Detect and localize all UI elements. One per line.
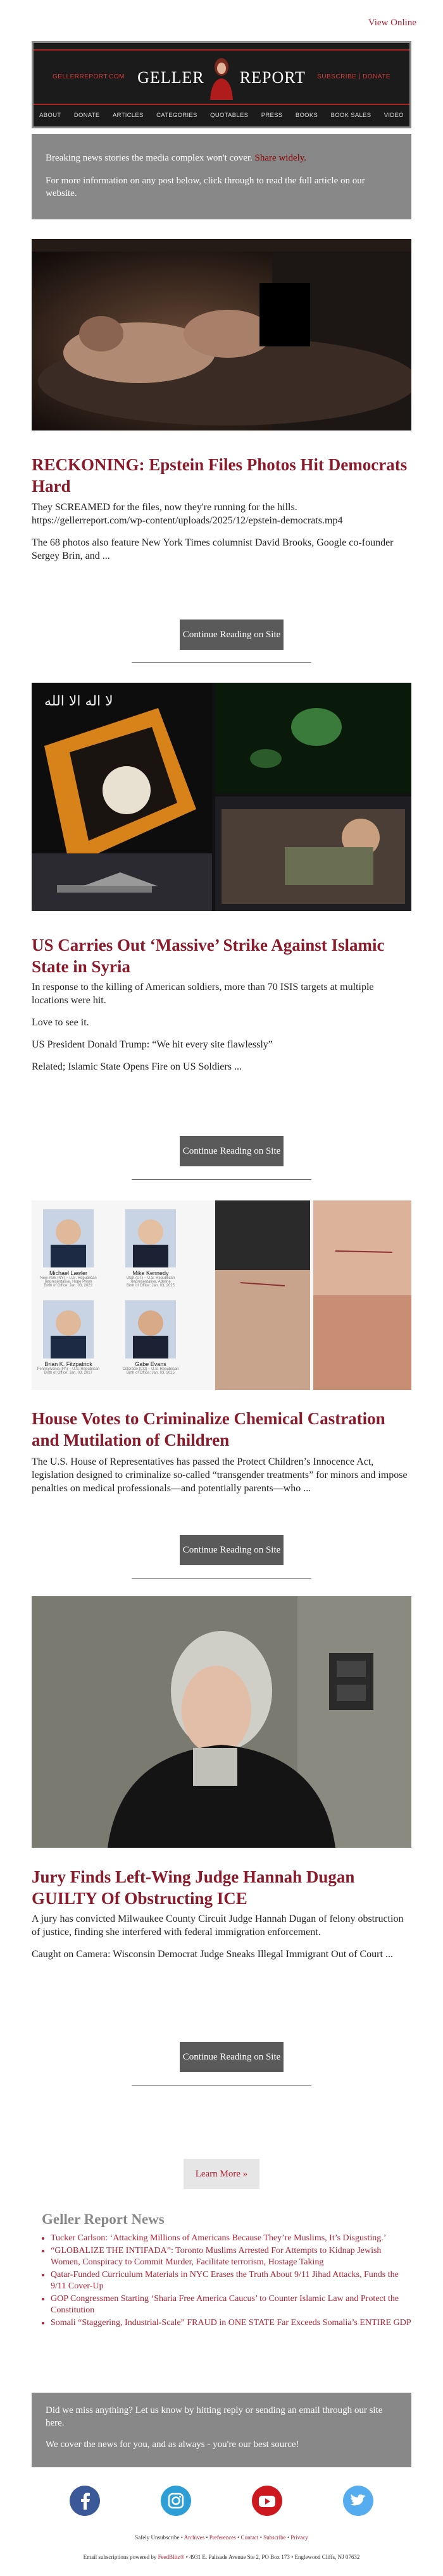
top-nav: [34, 106, 409, 125]
header-top-rule: [34, 49, 409, 51]
news-link[interactable]: Qatar-Funded Curriculum Materials in NYC Erases the Truth About 9/11 Jihad Attacks, Funds the 9/11 Cover-Up: [51, 2270, 399, 2291]
logo-word-right: REPORT: [239, 68, 306, 87]
person-detail: Birth of Office: Jan. 03, 2023: [44, 1284, 92, 1288]
intro-panel: [32, 134, 411, 219]
article-1-image[interactable]: [32, 239, 411, 430]
article-4-para-1: A jury has convicted Milwaukee County Circuit Judge Hannah Dugan of felony obstruction of justice, finding she interfered with federal immigration enforcement.: [32, 1914, 404, 1938]
judge-dugan-photo: [32, 1596, 411, 1848]
footer-subscribe-link[interactable]: Subscribe: [263, 2534, 286, 2541]
youtube-icon[interactable]: [252, 2486, 282, 2516]
news-link[interactable]: Tucker Carlson: ‘Attacking Millions of Americans Because They’re Muslims, It’s Disgusting.’: [51, 2233, 387, 2243]
article-2-para-2: Love to see it.: [32, 1017, 89, 1028]
person-name: Michael Lawler: [49, 1270, 88, 1276]
person-card-kennedy: [119, 1270, 182, 1288]
news-item[interactable]: [51, 2233, 411, 2244]
news-item[interactable]: [51, 2317, 411, 2329]
article-2-body: [32, 980, 411, 1082]
person-name: Brian K. Fitzpatrick: [44, 1361, 92, 1367]
nav-press[interactable]: PRESS: [261, 112, 283, 119]
person-detail: Birth of Office: Jan. 03, 2025: [127, 1371, 175, 1375]
person-detail: Utah (UT) – U.S. Republican: [126, 1276, 175, 1280]
header-left-tag[interactable]: GELLERREPORT.COM: [53, 73, 125, 80]
nav-about[interactable]: ABOUT: [39, 112, 61, 119]
twitter-icon[interactable]: [343, 2486, 373, 2516]
news-list: [42, 2233, 411, 2330]
footer-address: [32, 2554, 411, 2560]
site-header: [32, 41, 411, 128]
epstein-photo: [32, 239, 411, 430]
article-1-title[interactable]: RECKONING: Epstein Files Photos Hit Democrats Hard: [32, 455, 408, 496]
article-1-separator: [132, 662, 311, 663]
person-detail: Representative, Adeline: [130, 1280, 171, 1284]
article-2-separator: [132, 1179, 311, 1180]
feedback-panel: [32, 2393, 411, 2467]
article-1-para-1: They SCREAMED for the files, now they're running for the hills. https://gellerreport.com/wp-content/uploads/2025/12/epstein-democrats.mp4: [32, 502, 343, 526]
article-3-body: [32, 1455, 411, 1504]
feedback-line-1: Did we miss anything? Let us know by hitting reply or sending an email through our site here.: [46, 2405, 383, 2428]
person-name: Gabe Evans: [135, 1361, 166, 1367]
feedback-line-2: We cover the news for you, and as always - you're our best source!: [46, 2439, 299, 2450]
unsubscribe-link[interactable]: Safely Unsubscribe •: [135, 2534, 183, 2541]
person-detail: New York (NY) – U.S. Republican: [40, 1276, 97, 1280]
isis-strike-collage: [32, 683, 411, 911]
article-4-title[interactable]: Jury Finds Left-Wing Judge Hannah Dugan GUILTY Of Obstructing ICE: [32, 1867, 355, 1908]
article-2-para-1: In response to the killing of American soldiers, more than 70 ISIS targets at multiple locations were hit.: [32, 982, 374, 1006]
article-2-para-3: US President Donald Trump: “We hit every site flawlessly”: [32, 1039, 273, 1050]
view-online-link[interactable]: View Online: [368, 18, 416, 28]
news-heading: Geller Report News: [42, 2211, 165, 2227]
article-4-para-2: Caught on Camera: Wisconsin Democrat Judge Sneaks Illegal Immigrant Out of Court ...: [32, 1949, 393, 1960]
article-3-image[interactable]: [32, 1200, 411, 1390]
footer-archives-link[interactable]: Archives: [184, 2534, 205, 2541]
footer-preferences-link[interactable]: Preferences: [209, 2534, 236, 2541]
logo-word-left: GELLER: [137, 68, 204, 87]
article-1-continue-button[interactable]: Continue Reading on Site: [180, 620, 284, 650]
nav-categories[interactable]: CATEGORIES: [156, 112, 197, 119]
person-detail: Birth of Office: Jan. 03, 2017: [44, 1371, 92, 1375]
article-3-continue-button[interactable]: Continue Reading on Site: [180, 1535, 284, 1565]
article-4-image[interactable]: [32, 1596, 411, 1848]
article-3-para-1: The U.S. House of Representatives has passed the Protect Children’s Innocence Act, legislation designed to criminalize so-called “transgender treatments” for minors and impose penalties on medical professionals—and potentially parents—who ...: [32, 1456, 408, 1494]
news-item[interactable]: [51, 2245, 411, 2268]
news-link[interactable]: Somali “Staggering, Industrial-Scale” FRAUD in ONE STATE Far Exceeds Somalia’s ENTIRE GDP: [51, 2318, 411, 2328]
person-detail: Representative, Hope Prism: [44, 1280, 92, 1284]
facebook-icon[interactable]: [70, 2486, 100, 2516]
article-2-para-4: Related; Islamic State Opens Fire on US Soldiers ...: [32, 1061, 242, 1072]
logo-banner[interactable]: [34, 54, 409, 105]
instagram-icon[interactable]: [161, 2486, 191, 2516]
share-link[interactable]: Share widely.: [254, 153, 307, 163]
nav-book-sales[interactable]: BOOK SALES: [330, 112, 371, 119]
article-1-para-2: The 68 photos also feature New York Times columnist David Brooks, Google co-founder Sergey Brin, and ...: [32, 537, 394, 561]
news-link[interactable]: GOP Congressmen Starting ‘Sharia Free America Caucus’ to Counter Islamic Law and Protect the Constitution: [51, 2294, 399, 2315]
intro-text: Breaking news stories the media complex won't cover.: [46, 153, 253, 163]
footer-links: Safely Unsubscribe • Archives • Preferences • Contact • Subscribe • Privacy: [135, 2534, 308, 2541]
news-link[interactable]: “GLOBALIZE THE INTIFADA”: Toronto Muslims Arrested For Attempts to Kidnap Jewish Women, Conspiracy to Commit Murder, Facilitate terrorism, Hostage Taking: [51, 2246, 382, 2267]
feedblitz-link[interactable]: FeedBlitz®: [158, 2554, 185, 2560]
intro-line-1: [46, 152, 397, 164]
article-4-body: [32, 1912, 411, 1970]
person-card-evans: [119, 1361, 182, 1375]
person-detail: Birth of Office: Jan. 03, 2025: [127, 1284, 175, 1288]
learn-more-button[interactable]: Learn More »: [184, 2159, 259, 2189]
person-card-lawler: [37, 1270, 100, 1288]
intro-line-2: For more information on any post below, click through to read the full article on our website.: [46, 176, 365, 198]
nav-articles[interactable]: ARTICLES: [112, 112, 144, 119]
person-name: Mike Kennedy: [132, 1270, 169, 1276]
header-right-tag[interactable]: SUBSCRIBE | DONATE: [317, 73, 390, 80]
nav-video[interactable]: VIDEO: [384, 112, 404, 119]
article-3-title[interactable]: House Votes to Criminalize Chemical Castration and Mutilation of Children: [32, 1409, 385, 1450]
nav-books[interactable]: BOOKS: [295, 112, 318, 119]
person-card-fitzpatrick: [37, 1361, 100, 1375]
footer-privacy-link[interactable]: Privacy: [290, 2534, 308, 2541]
article-2-continue-button[interactable]: Continue Reading on Site: [180, 1136, 284, 1166]
article-2-title[interactable]: US Carries Out ‘Massive’ Strike Against Islamic State in Syria: [32, 936, 385, 976]
news-item[interactable]: [51, 2293, 411, 2316]
article-1-body: [32, 501, 411, 571]
svg-text:ﻻ ﺍﻟﻪ ﺍﻻ ﺍﻟﻠﻪ: ﻻ ﺍﻟﻪ ﺍﻻ ﺍﻟﻠﻪ: [44, 693, 113, 709]
nav-donate[interactable]: DONATE: [73, 112, 100, 119]
article-2-image[interactable]: [32, 683, 411, 911]
footer-address-text: • 4931 E. Palisade Avenue Ste 2, PO Box 173 • Englewood Cliffs, NJ 07632: [185, 2554, 360, 2560]
article-4-continue-button[interactable]: Continue Reading on Site: [180, 2042, 284, 2072]
person-detail: Colorado (CO) – U.S. Republican: [122, 1367, 179, 1371]
person-detail: Pennsylvania (PA) – U.S. Republican: [37, 1367, 100, 1371]
nav-quotables[interactable]: QUOTABLES: [210, 112, 249, 119]
news-item[interactable]: [51, 2269, 411, 2292]
footer-powered-text: Email subscriptions powered by: [83, 2554, 157, 2560]
nav-rule: [34, 104, 409, 105]
footer-contact-link[interactable]: Contact: [240, 2534, 259, 2541]
